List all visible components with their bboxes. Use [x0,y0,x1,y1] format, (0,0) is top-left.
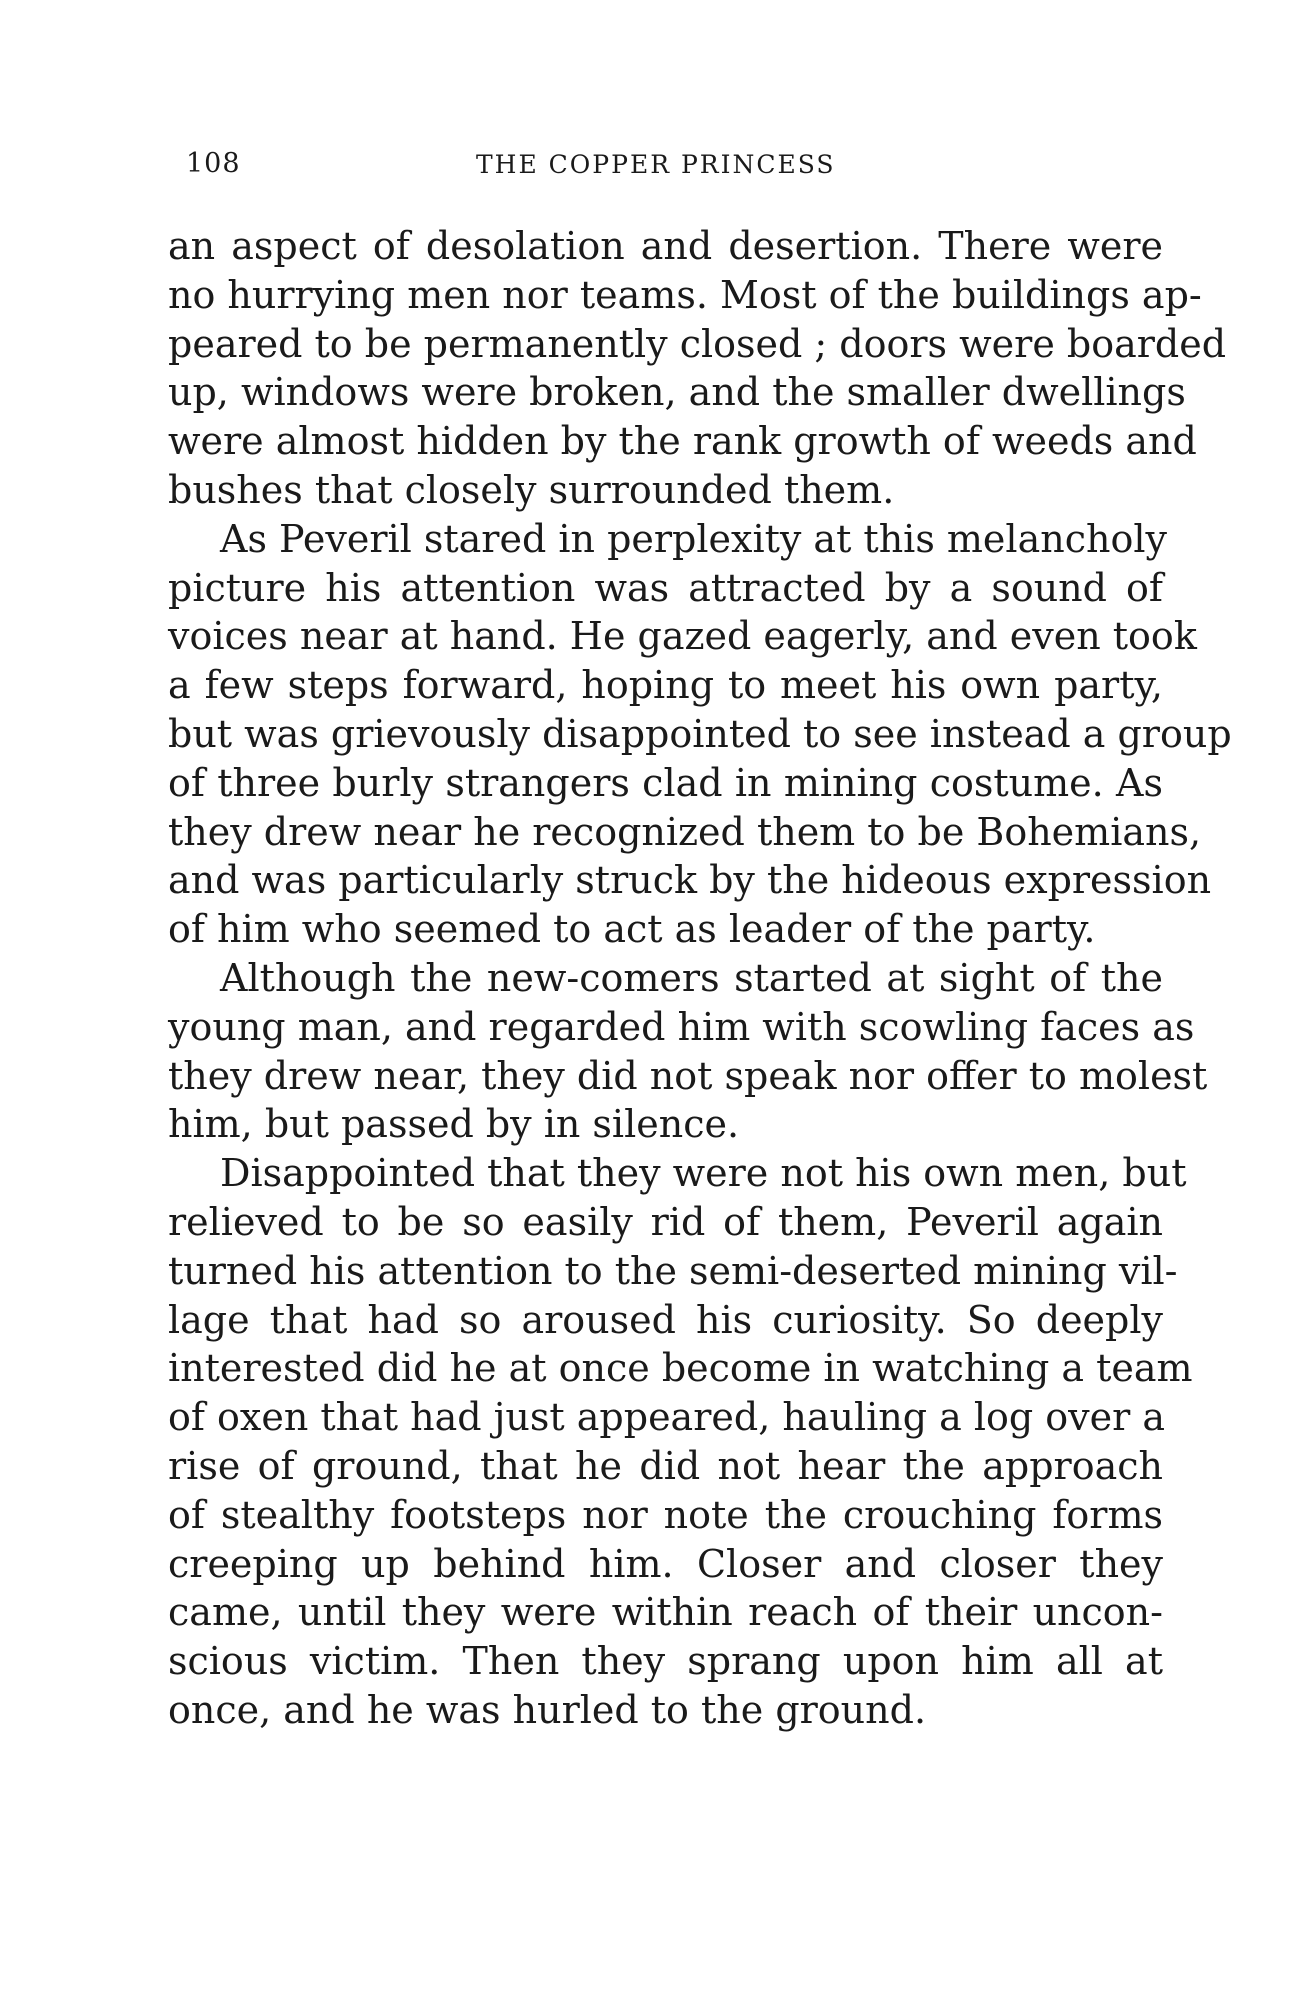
text-line: no hurrying men nor teams. Most of the buildings ap- [168,272,1202,317]
text-line: they drew near, they did not speak nor offer to molest [168,1053,1208,1098]
text-line: rise of ground, that he did not hear the approach [168,1443,1163,1488]
text-line: peared to be permanently closed ; doors were boarded [168,321,1227,366]
running-head [186,148,1150,188]
text-line: relieved to be so easily rid of them, Peveril again [168,1199,1163,1244]
text-line: Although the new-comers started at sight of the [220,955,1163,1000]
text-line: turned his attention to the semi-deserted mining vil- [168,1248,1178,1293]
text-line: bushes that closely surrounded them. [168,467,895,512]
paragraph [168,222,1227,515]
text-line: were almost hidden by the rank growth of weeds and [168,419,1197,464]
text-line: of stealthy footsteps nor note the crouching forms [168,1492,1163,1537]
text-line: once, and he was hurled to the ground. [168,1687,927,1732]
text-line: and was particularly struck by the hideous expression [168,858,1212,903]
text-line: a few steps forward, hoping to meet his own party, [168,663,1163,708]
text-line: but was grievously disappointed to see instead a group [168,711,1232,756]
paragraph [168,1149,1193,1735]
text-line: lage that had so aroused his curiosity. So deeply [168,1297,1163,1342]
text-line: they drew near he recognized them to be Bohemians, [168,809,1202,854]
text-line: of three burly strangers clad in mining costume. As [168,760,1163,805]
text-line: picture his attention was attracted by a sound of [168,565,1163,610]
text-line: came, until they were within reach of their uncon- [168,1590,1163,1635]
text-line: As Peveril stared in perplexity at this melancholy [220,516,1167,561]
text-line: of him who seemed to act as leader of the party. [168,907,1096,952]
text-line: up, windows were broken, and the smaller dwellings [168,370,1186,415]
paragraph [168,954,1208,1149]
text-line: him, but passed by in silence. [168,1102,740,1147]
body-text [168,222,1232,1735]
text-line: Disappointed that they were not his own men, but [220,1151,1187,1196]
text-line: voices near at hand. He gazed eagerly, and even took [168,614,1197,659]
text-line: creeping up behind him. Closer and closer they [168,1541,1163,1586]
text-line: an aspect of desolation and desertion. There were [168,224,1163,268]
text-line: scious victim. Then they sprang upon him all at [168,1639,1163,1684]
page-number: 108 [186,148,241,179]
text-line: interested did he at once become in watching a team [168,1346,1193,1391]
paragraph [168,515,1232,954]
running-title: THE COPPER PRINCESS [476,150,836,179]
text-line: of oxen that had just appeared, hauling a log over a [168,1395,1166,1440]
text-line: young man, and regarded him with scowling faces as [168,1004,1195,1049]
